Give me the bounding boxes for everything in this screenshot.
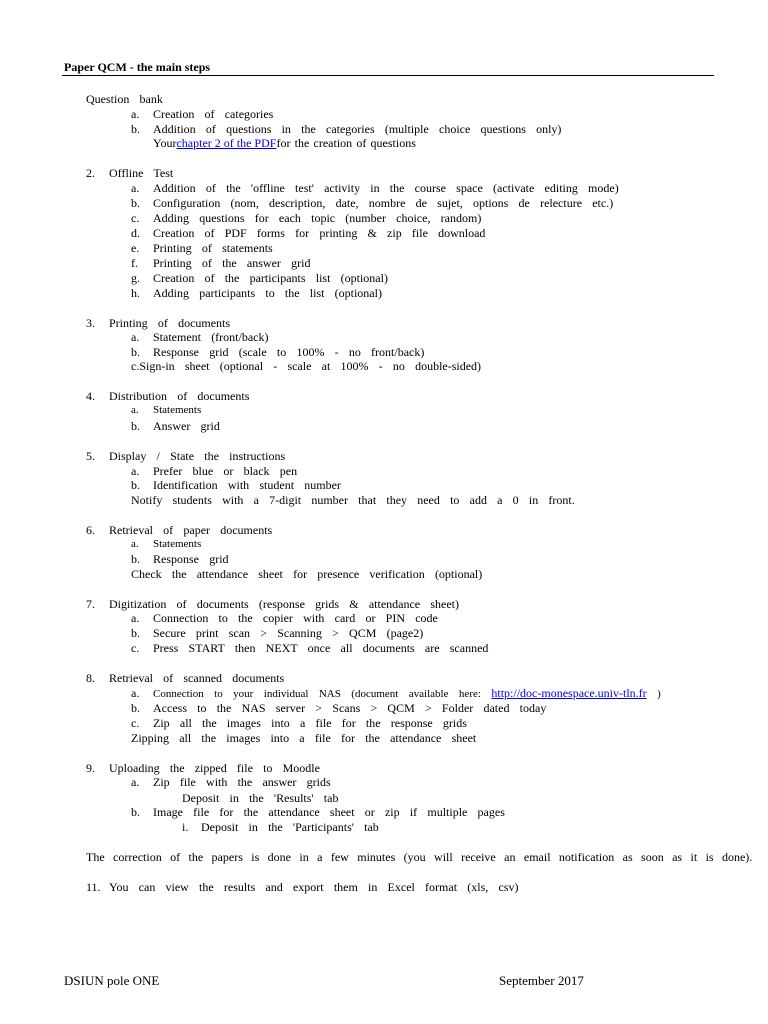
section-7-title: Digitization of documents (response grids & attendance sheet) — [109, 597, 459, 611]
s3-item-a: Statement (front/back) — [153, 330, 269, 344]
marker-b: b. — [131, 701, 140, 715]
marker-c: c. — [131, 716, 140, 730]
section-9-title: Uploading the zipped file to Moodle — [109, 761, 320, 775]
s6-note: Check the attendance sheet for presence verification (optional) — [131, 567, 483, 581]
section-2-number: 2. — [86, 166, 95, 180]
s1-item-a: Creation of categories — [153, 107, 274, 121]
footer-organization: DSIUN pole ONE — [64, 973, 160, 988]
s1-note — [153, 136, 416, 150]
marker-a: a. — [131, 330, 140, 344]
s7-item-b: Secure print scan > Scanning > QCM (page2) — [153, 626, 424, 640]
s6-item-a: Statements — [153, 538, 202, 550]
section-1-title: Question bank — [86, 92, 163, 106]
s8-note: Zipping all the images into a file for the attendance sheet — [131, 731, 477, 745]
marker-b: b. — [131, 478, 140, 492]
marker-a: a. — [131, 404, 139, 416]
section-5-title: Display / State the instructions — [109, 449, 286, 463]
s4-item-a: Statements — [153, 404, 202, 416]
section-9-number: 9. — [86, 761, 95, 775]
section-11-text: You can view the results and export them in Excel format (xls, csv) — [109, 880, 519, 894]
section-3-title: Printing of documents — [109, 316, 231, 330]
s9-item-b: Image file for the attendance sheet or zip if multiple pages — [153, 805, 505, 819]
s5-item-b: Identification with student number — [153, 478, 341, 492]
marker-b: b. — [131, 552, 140, 566]
s2-item-e: Printing of statements — [153, 241, 273, 255]
s8-item-a — [153, 686, 661, 701]
s9-sub-marker: i. — [182, 820, 189, 834]
s5-note: Notify students with a 7-digit number that they need to add a 0 in front. — [131, 493, 575, 507]
section-8-number: 8. — [86, 671, 95, 685]
marker-b: b. — [131, 419, 140, 433]
marker-d: d. — [131, 226, 140, 240]
marker-b: b. — [131, 122, 140, 136]
s2-item-f: Printing of the answer grid — [153, 256, 311, 270]
marker-b: b. — [131, 805, 140, 819]
s7-item-c: Press START then NEXT once all documents are scanned — [153, 641, 489, 655]
marker-a: a. — [131, 464, 140, 478]
section-2-title: Offline Test — [109, 166, 174, 180]
s2-item-d: Creation of PDF forms for printing & zip file download — [153, 226, 486, 240]
marker-b: b. — [131, 345, 140, 359]
section-11-number: 11. — [86, 880, 101, 894]
s1-note-prefix: Your — [153, 136, 177, 150]
marker-a: a. — [131, 107, 140, 121]
s3-item-c: c.Sign-in sheet (optional - scale at 100% - no double-sided) — [131, 359, 482, 373]
s9-item-b-sub: Deposit in the 'Participants' tab — [201, 820, 379, 834]
header-divider — [62, 75, 714, 76]
s2-item-h: Adding participants to the list (optional) — [153, 286, 382, 300]
page-title: Paper QCM - the main steps — [64, 60, 211, 74]
marker-a: a. — [131, 181, 140, 195]
s8-item-c: Zip all the images into a file for the response grids — [153, 716, 467, 730]
marker-e: e. — [131, 241, 140, 255]
section-10-text: The correction of the papers is done in a few minutes (you will receive an email notification as soon as it is done). — [86, 850, 753, 864]
section-6-number: 6. — [86, 523, 95, 537]
marker-f: f. — [131, 256, 138, 270]
section-7-number: 7. — [86, 597, 95, 611]
marker-c: c. — [131, 641, 140, 655]
marker-a: a. — [131, 538, 139, 550]
marker-b: b. — [131, 196, 140, 210]
s2-item-c: Adding questions for each topic (number choice, random) — [153, 211, 482, 225]
s9-item-a-sub: Deposit in the 'Results' tab — [182, 791, 339, 805]
marker-a: a. — [131, 775, 140, 789]
footer-date: September 2017 — [499, 973, 584, 988]
s8-item-a-close: ) — [657, 688, 661, 700]
marker-b: b. — [131, 626, 140, 640]
s8-item-a-text: Connection to your individual NAS (document available here: — [153, 688, 481, 700]
section-4-number: 4. — [86, 389, 95, 403]
s3-item-b: Response grid (scale to 100% - no front/back) — [153, 345, 425, 359]
marker-c: c. — [131, 211, 140, 225]
s2-item-a: Addition of the 'offline test' activity in the course space (activate editing mode) — [153, 181, 619, 195]
s1-note-suffix: for the creation of questions — [276, 136, 416, 150]
s8-item-b: Access to the NAS server > Scans > QCM > Folder dated today — [153, 701, 547, 715]
marker-a: a. — [131, 686, 140, 700]
marker-a: a. — [131, 611, 140, 625]
section-5-number: 5. — [86, 449, 95, 463]
section-6-title: Retrieval of paper documents — [109, 523, 273, 537]
section-3-number: 3. — [86, 316, 95, 330]
s1-item-b: Addition of questions in the categories (multiple choice questions only) — [153, 122, 562, 136]
marker-g: g. — [131, 271, 140, 285]
s9-item-a: Zip file with the answer grids — [153, 775, 331, 789]
s2-item-g: Creation of the participants list (optional) — [153, 271, 388, 285]
s5-item-a: Prefer blue or black pen — [153, 464, 298, 478]
monespace-link[interactable]: http://doc-monespace.univ-tln.fr — [491, 686, 647, 700]
s6-item-b: Response grid — [153, 552, 229, 566]
s2-item-b: Configuration (nom, description, date, nombre de sujet, options de relecture etc.) — [153, 196, 614, 210]
s7-item-a: Connection to the copier with card or PIN code — [153, 611, 438, 625]
section-4-title: Distribution of documents — [109, 389, 250, 403]
s4-item-b: Answer grid — [153, 419, 220, 433]
section-8-title: Retrieval of scanned documents — [109, 671, 285, 685]
pdf-chapter-link[interactable]: chapter 2 of the PDF — [176, 136, 277, 150]
marker-h: h. — [131, 286, 140, 300]
